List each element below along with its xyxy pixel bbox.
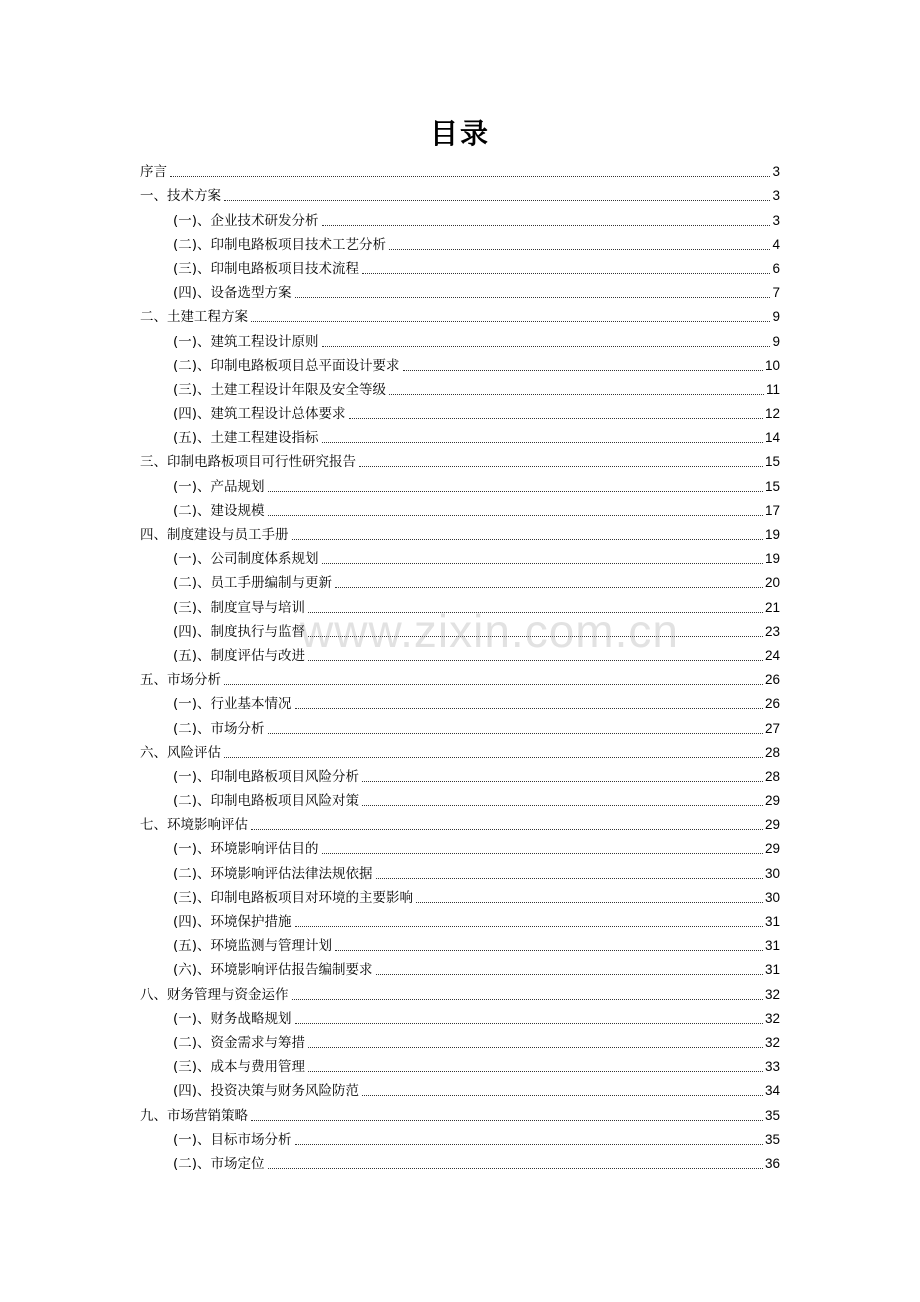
toc-dot-leader <box>359 466 763 467</box>
toc-page-number: 19 <box>764 527 780 542</box>
toc-dot-leader <box>295 1144 763 1145</box>
toc-entry-label: (四)、建筑工程设计总体要求 <box>173 406 346 423</box>
toc-page-number: 24 <box>764 647 780 663</box>
toc-dot-leader <box>389 394 764 395</box>
toc-dot-leader <box>322 853 763 854</box>
toc-page-number: 35 <box>764 1131 780 1147</box>
toc-entry-sub[interactable] <box>140 208 780 232</box>
toc-dot-leader <box>362 273 770 274</box>
toc-entry-label: (一)、印制电路板项目风险分析 <box>173 768 360 785</box>
toc-entry-label: 五、市场分析 <box>140 672 221 689</box>
toc-entry-label: (一)、公司制度体系规划 <box>173 551 319 568</box>
toc-entry-label: (六)、环境影响评估报告编制要求 <box>173 962 373 979</box>
toc-dot-leader <box>322 346 771 347</box>
toc-entry-sub[interactable] <box>140 789 780 813</box>
toc-entry-sub[interactable] <box>140 233 780 257</box>
toc-dot-leader <box>251 321 770 322</box>
toc-dot-leader <box>251 1120 763 1121</box>
toc-dot-leader <box>308 612 763 613</box>
toc-page-number: 21 <box>764 599 780 615</box>
toc-entry-label: (四)、设备选型方案 <box>173 285 292 302</box>
toc-entry-label: (四)、制度执行与监督 <box>173 623 306 640</box>
toc-entry-sub[interactable] <box>140 765 780 789</box>
toc-dot-leader <box>389 249 770 250</box>
toc-dot-leader <box>295 926 763 927</box>
toc-page-number: 19 <box>764 551 780 567</box>
toc-entry-sub[interactable] <box>140 620 780 644</box>
toc-page-number: 26 <box>764 672 780 688</box>
toc-entry-sub[interactable] <box>140 474 780 498</box>
toc-page-number: 9 <box>772 333 780 349</box>
toc-entry-sub[interactable] <box>140 547 780 571</box>
toc-dot-leader <box>308 1071 763 1072</box>
toc-page-number: 12 <box>764 406 780 422</box>
toc-page-number: 15 <box>764 478 780 494</box>
toc-entry-label: 八、财务管理与资金运作 <box>140 986 289 1003</box>
toc-page-number: 15 <box>764 454 780 470</box>
toc-entry[interactable] <box>140 668 780 692</box>
toc-entry-label: 四、制度建设与员工手册 <box>140 527 289 543</box>
toc-entry-label: 一、技术方案 <box>140 188 221 205</box>
toc-entry-label: 七、环境影响评估 <box>140 817 248 834</box>
toc-dot-leader <box>295 1023 763 1024</box>
toc-page-number: 34 <box>764 1083 780 1099</box>
toc-entry-label: (二)、印制电路板项目总平面设计要求 <box>173 357 400 374</box>
toc-entry-sub[interactable] <box>140 257 780 281</box>
toc-page-number: 28 <box>764 768 780 784</box>
toc-page-number: 7 <box>772 285 780 301</box>
toc-dot-leader <box>335 950 763 951</box>
toc-dot-leader <box>362 805 763 806</box>
toc-entry[interactable] <box>140 305 780 329</box>
toc-entry-label: (三)、土建工程设计年限及安全等级 <box>173 381 387 398</box>
toc-page-number: 11 <box>765 381 780 397</box>
toc-entry-label: (五)、环境监测与管理计划 <box>173 938 333 955</box>
toc-page-number: 23 <box>764 623 780 639</box>
toc-dot-leader <box>224 757 763 758</box>
toc-dot-leader <box>251 829 763 830</box>
toc-entry-label: (一)、产品规划 <box>173 478 265 495</box>
toc-title: 目录 <box>429 117 490 150</box>
toc-entry[interactable] <box>140 160 780 184</box>
toc-entry[interactable] <box>140 1103 780 1127</box>
toc-page-number: 31 <box>764 962 780 978</box>
toc-entry-label: (二)、员工手册编制与更新 <box>173 575 333 592</box>
toc-entry-sub[interactable] <box>140 571 780 595</box>
toc-entry-label: (一)、建筑工程设计原则 <box>173 333 319 350</box>
toc-entry-label: 序言 <box>140 164 167 181</box>
toc-entry-label: (三)、印制电路板项目对环境的主要影响 <box>173 889 414 906</box>
toc-entry-sub[interactable] <box>140 1055 780 1079</box>
toc-page-number: 30 <box>764 865 780 881</box>
toc-dot-leader <box>295 708 763 709</box>
toc-dot-leader <box>322 225 771 226</box>
toc-dot-leader <box>268 1168 763 1169</box>
toc-dot-leader <box>308 1047 763 1048</box>
toc-entry-label: (一)、企业技术研发分析 <box>173 212 319 229</box>
toc-entry[interactable] <box>140 184 780 208</box>
toc-entry-label: (二)、市场分析 <box>173 720 265 737</box>
toc-page-number: 10 <box>764 357 780 373</box>
toc-entry[interactable] <box>140 741 780 765</box>
toc-entry-sub[interactable] <box>140 1128 780 1152</box>
toc-entry-sub[interactable] <box>140 644 780 668</box>
toc-page-number: 33 <box>764 1059 780 1075</box>
watermark: www.zixin.com.cn <box>300 605 679 657</box>
toc-dot-leader <box>322 442 763 443</box>
toc-entry-sub[interactable] <box>140 861 780 885</box>
toc-page-number: 32 <box>764 986 780 1002</box>
toc-entry[interactable] <box>140 523 780 547</box>
toc-page-number: 17 <box>764 502 780 518</box>
toc-entry-sub[interactable] <box>140 281 780 305</box>
toc-entry-sub[interactable] <box>140 354 780 378</box>
toc-entry[interactable] <box>140 982 780 1006</box>
toc-entry-sub[interactable] <box>140 837 780 861</box>
toc-entry-label: (二)、市场定位 <box>173 1155 265 1172</box>
toc-page-number: 20 <box>764 575 780 591</box>
toc-dot-leader <box>376 878 763 879</box>
toc-entry-sub[interactable] <box>140 402 780 426</box>
toc-entry-sub[interactable] <box>140 1007 780 1031</box>
toc-entry-label: 三、印制电路板项目可行性研究报告 <box>140 454 356 471</box>
toc-entry-sub[interactable] <box>140 1079 780 1103</box>
toc-page-number: 29 <box>764 841 780 857</box>
toc-entry-label: (四)、投资决策与财务风险防范 <box>173 1083 360 1100</box>
toc-page-number: 32 <box>764 1010 780 1026</box>
toc-dot-leader <box>268 733 763 734</box>
toc-page-number: 26 <box>764 696 780 712</box>
toc-page-number: 29 <box>764 817 780 833</box>
toc-dot-leader <box>416 902 763 903</box>
toc-dot-leader <box>292 539 763 540</box>
toc-page-number: 30 <box>764 889 780 905</box>
toc-page-number: 6 <box>772 260 780 276</box>
toc-entry-label: (二)、环境影响评估法律法规依据 <box>173 865 373 882</box>
toc-entry[interactable] <box>140 813 780 837</box>
toc-entry-sub[interactable] <box>140 378 780 402</box>
toc-entry-label: (一)、环境影响评估目的 <box>173 841 319 858</box>
toc-entry-label: (一)、行业基本情况 <box>173 696 292 713</box>
toc-entry-sub[interactable] <box>140 595 780 619</box>
toc-dot-leader <box>349 418 763 419</box>
toc-page-number: 3 <box>772 212 780 228</box>
toc-dot-leader <box>403 370 763 371</box>
toc-dot-leader <box>308 636 763 637</box>
toc-dot-leader <box>224 684 763 685</box>
toc-page-number: 35 <box>764 1107 780 1123</box>
toc-entry-label: (二)、建设规模 <box>173 502 265 519</box>
toc-dot-leader <box>322 563 763 564</box>
toc-entry-label: (三)、印制电路板项目技术流程 <box>173 260 360 277</box>
toc-entry-label: (五)、土建工程建设指标 <box>173 430 319 447</box>
toc-entry-label: (五)、制度评估与改进 <box>173 647 306 664</box>
toc-page-number: 28 <box>764 744 780 760</box>
toc-dot-leader <box>295 297 771 298</box>
toc-dot-leader <box>308 660 763 661</box>
toc-entry-sub[interactable] <box>140 329 780 353</box>
toc-dot-leader <box>362 1095 763 1096</box>
toc-entry-sub[interactable] <box>140 499 780 523</box>
toc-page-number: 32 <box>764 1034 780 1050</box>
toc-entry-label: (二)、印制电路板项目技术工艺分析 <box>173 236 387 253</box>
toc-entry-label: (一)、财务战略规划 <box>173 1010 292 1027</box>
toc-dot-leader <box>292 999 763 1000</box>
toc-entry-sub[interactable] <box>140 1152 780 1176</box>
toc-dot-leader <box>268 515 763 516</box>
toc-page-number: 31 <box>764 938 780 954</box>
toc-entry-sub[interactable] <box>140 934 780 958</box>
toc-entry-label: (一)、目标市场分析 <box>173 1131 292 1148</box>
toc-entry-label: (三)、成本与费用管理 <box>173 1059 306 1076</box>
table-of-contents <box>140 160 780 1176</box>
toc-page-number: 14 <box>764 430 780 446</box>
toc-dot-leader <box>335 587 763 588</box>
toc-page-number: 3 <box>772 188 780 204</box>
toc-entry-sub[interactable] <box>140 910 780 934</box>
toc-entry-label: (三)、制度宣导与培训 <box>173 599 306 616</box>
toc-entry-sub[interactable] <box>140 716 780 740</box>
toc-page-number: 31 <box>764 914 780 929</box>
toc-entry-sub[interactable] <box>140 426 780 450</box>
toc-dot-leader <box>224 200 770 201</box>
toc-page-number: 4 <box>772 236 780 252</box>
toc-page-number: 29 <box>764 793 780 809</box>
toc-dot-leader <box>170 176 770 177</box>
toc-page-number: 27 <box>764 720 780 736</box>
toc-page-number: 36 <box>764 1155 780 1171</box>
toc-entry[interactable] <box>140 450 780 474</box>
toc-entry-label: (二)、印制电路板项目风险对策 <box>173 793 360 810</box>
toc-entry-label: 九、市场营销策略 <box>140 1107 248 1124</box>
toc-entry-sub[interactable] <box>140 692 780 716</box>
toc-entry-label: (四)、环境保护措施 <box>173 914 292 930</box>
toc-entry-label: (二)、资金需求与筹措 <box>173 1034 306 1051</box>
toc-entry-sub[interactable] <box>140 958 780 982</box>
toc-page-number: 3 <box>772 164 780 180</box>
toc-dot-leader <box>376 974 763 975</box>
toc-entry-label: 六、风险评估 <box>140 744 221 761</box>
toc-dot-leader <box>268 491 763 492</box>
toc-dot-leader <box>362 781 763 782</box>
toc-entry-sub[interactable] <box>140 886 780 910</box>
toc-entry-sub[interactable] <box>140 1031 780 1055</box>
toc-page-number: 9 <box>772 309 780 325</box>
toc-entry-label: 二、土建工程方案 <box>140 309 248 326</box>
